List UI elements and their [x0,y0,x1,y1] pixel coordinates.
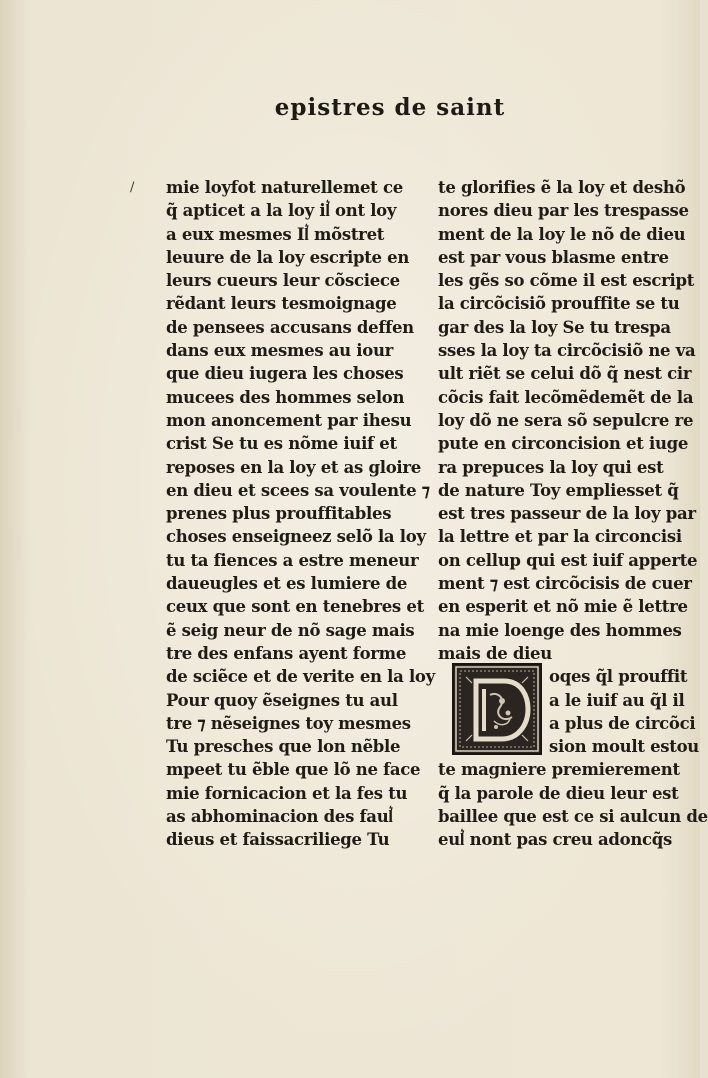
right-column-line: baillee que est ce si aulcun de [438,807,708,827]
left-column-line: que dieu iugera les choses [166,364,404,384]
right-column-line: sion moult estou [549,737,700,757]
left-column-line: rẽdant leurs tesmoignage [166,294,397,314]
right-column-line: les gẽs so cõme il est escript [438,271,695,291]
running-head: epistres de saint [274,94,506,121]
right-column-line: nores dieu par les trespasse [438,201,689,221]
right-column-line: a le iuif au q̃l il [549,690,685,710]
right-column-line: de nature Toy empliesset q̃ [438,480,679,500]
right-column-line: la lettre et par la circoncisi [438,527,682,547]
left-column-line: tre des enfans ayent forme [166,643,407,663]
left-column-line: de sciẽce et de verite en la loy [166,667,435,687]
margin-mark: / [130,180,135,195]
right-column-line: est par vous blasme entre [438,247,669,267]
right-column-line: loy dõ ne sera sõ sepulcre re [438,410,694,430]
right-column-line: la circõcisiõ prouffite se tu [438,294,680,314]
left-column-line: choses enseigneez selõ la loy [166,527,426,547]
left-column-line: mie fornicacion et la fes tu [166,783,408,803]
right-column-line: est tres passeur de la loy par [438,504,696,524]
left-column-line: q̃ apticet a la loy il͛ ont loy [166,201,397,221]
left-column-line: tre ⁊ nẽseignes toy mesmes [166,713,411,733]
left-column-line: en dieu et scees sa voulente ⁊ [166,480,430,500]
left-text-column [166,176,435,852]
right-column-line: gar des la loy Se tu trespa [438,317,671,337]
left-column-line: daueugles et es lumiere de [166,574,408,594]
right-column-line: na mie loenge des hommes [438,620,682,640]
left-column-line: reposes en la loy et as gloire [166,457,421,477]
left-column-line: leuure de la loy escripte en [166,247,410,267]
right-column-line: a plus de circõci [549,713,696,733]
right-column-line: ment de la loy le nõ de dieu [438,224,686,244]
right-column-line: sses la loy ta circõcisiõ ne va [438,341,696,361]
left-column-line: mon anoncement par ihesu [166,410,412,430]
right-column-line: cõcis fait lecõmẽdemẽt de la [438,387,694,407]
left-column-line: dans eux mesmes au iour [166,341,394,361]
left-column-line: Pour quoy ẽseignes tu aul [166,690,398,710]
left-column-line: Tu presches que lon nẽble [166,737,401,757]
left-column-line: ẽ seig neur de nõ sage mais [166,620,415,640]
left-column-line: ceux que sont en tenebres et [166,597,424,617]
right-column-line: te magniere premierement [438,760,680,780]
left-column-line: dieus et faissacriliege Tu [166,830,390,850]
left-column-line: mie loyfot naturellemet ce [166,178,403,197]
right-column-line: ult riẽt se celui dõ q̃ nest cir [438,364,692,384]
right-column-line: oqes q̃l prouffit [549,667,688,687]
ornate-initial-icon [452,663,542,755]
right-column-line: q̃ la parole de dieu leur est [438,783,679,803]
right-column-line: pute en circoncision et iuge [438,434,689,454]
left-column-line: mpeet tu ẽble que lõ ne face [166,760,421,780]
right-column-line: te glorifies ẽ la loy et deshõ [438,178,686,197]
right-column-line: eul͛ nont pas creu adoncq̃s [438,830,673,850]
left-column-line: a eux mesmes Il͛ mõstret [166,224,385,244]
left-column-line: prenes plus prouffitables [166,504,392,524]
right-column-line: ment ⁊ est circõcisis de cuer [438,574,692,594]
right-column-line: mais de dieu [438,643,552,663]
left-column-line: tu ta fiences a estre meneur [166,550,419,570]
left-column-line: leurs cueurs leur cõsciece [166,271,400,291]
right-column-line: en esperit et nõ mie ẽ lettre [438,597,688,617]
left-column-line: crist Se tu es nõme iuif et [166,434,397,454]
left-column-line: de pensees accusans deffen [166,317,414,337]
right-column-line: on cellup qui est iuif apperte [438,550,698,570]
right-column-line: ra prepuces la loy qui est [438,457,664,477]
left-column-line: mucees des hommes selon [166,387,405,407]
left-column-line: as abhominacion des faul͛ [166,807,393,827]
